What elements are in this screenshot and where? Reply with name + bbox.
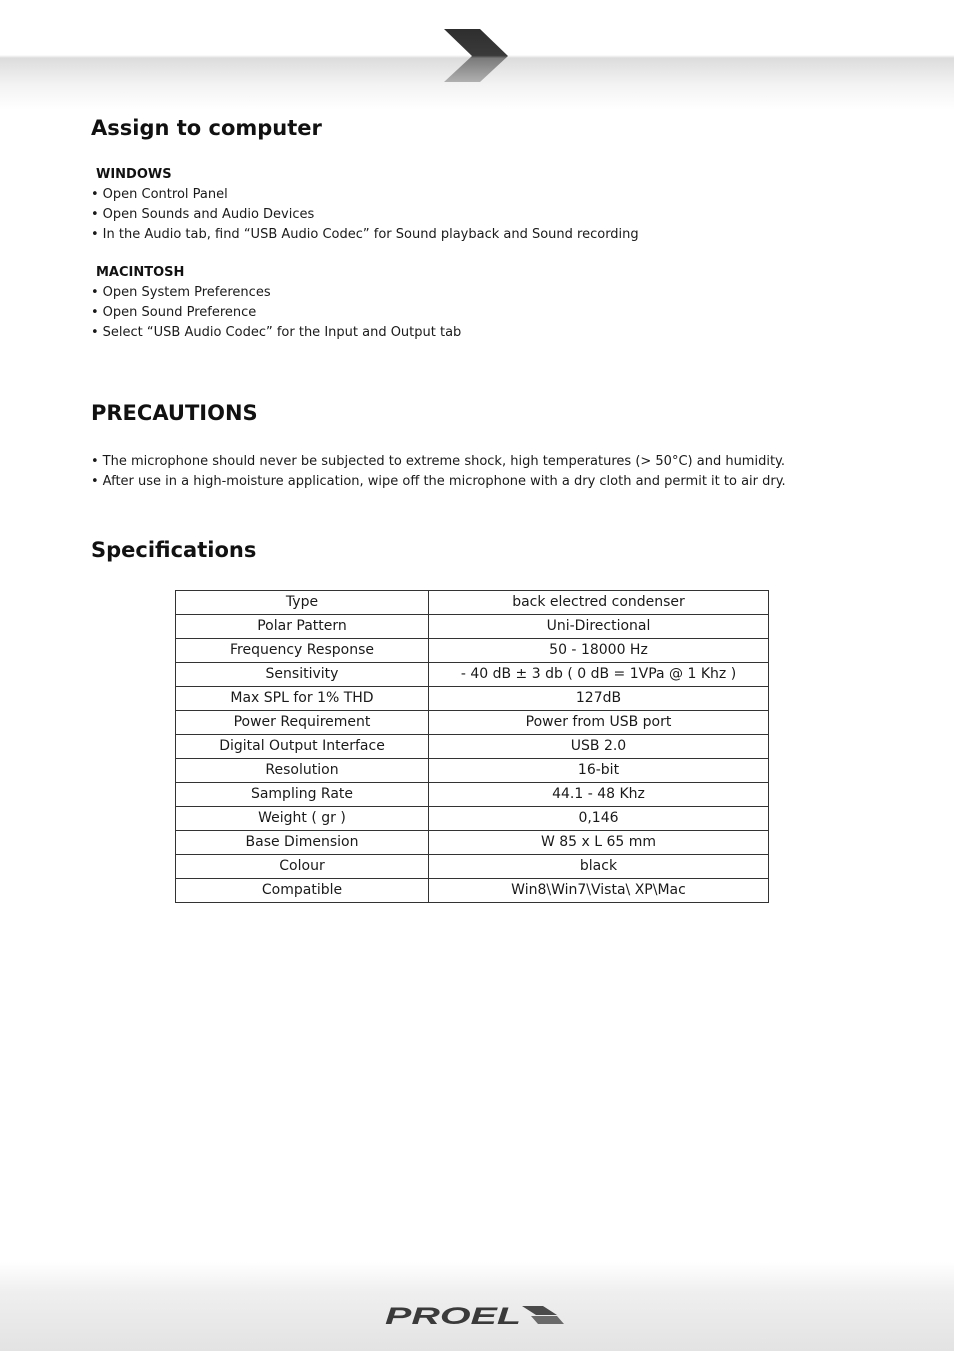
list-item: • After use in a high-moisture application, wipe off the microphone with a dry cloth and permit it to air dry. — [91, 472, 786, 492]
table-row — [176, 807, 769, 831]
list-item: • Open Control Panel — [91, 185, 639, 205]
spec-label: Polar Pattern — [176, 615, 429, 639]
list-item: • Open System Preferences — [91, 283, 461, 303]
precautions-title: PRECAUTIONS — [91, 401, 258, 425]
spec-value: 127dB — [429, 687, 769, 711]
spec-value: USB 2.0 — [429, 735, 769, 759]
precautions-list — [91, 452, 786, 492]
spec-label: Sampling Rate — [176, 783, 429, 807]
table-row — [176, 879, 769, 903]
spec-label: Max SPL for 1% THD — [176, 687, 429, 711]
spec-value: Win8\Win7\Vista\ XP\Mac — [429, 879, 769, 903]
spec-label: Colour — [176, 855, 429, 879]
spec-value: - 40 dB ± 3 db ( 0 dB = 1VPa @ 1 Khz ) — [429, 663, 769, 687]
table-row — [176, 735, 769, 759]
table-row — [176, 783, 769, 807]
logo-wordmark: PROEL — [385, 1303, 521, 1329]
windows-heading: WINDOWS — [96, 167, 172, 182]
table-row — [176, 615, 769, 639]
macintosh-heading: MACINTOSH — [96, 265, 185, 280]
spec-value: W 85 x L 65 mm — [429, 831, 769, 855]
list-item: • Open Sounds and Audio Devices — [91, 205, 639, 225]
header-chevron-icon — [444, 29, 510, 83]
assign-title: Assign to computer — [91, 116, 322, 140]
list-item: • Open Sound Preference — [91, 303, 461, 323]
spec-value: Power from USB port — [429, 711, 769, 735]
windows-steps — [91, 185, 639, 245]
table-row — [176, 687, 769, 711]
table-row — [176, 855, 769, 879]
spec-label: Power Requirement — [176, 711, 429, 735]
list-item: • In the Audio tab, find “USB Audio Codec” for Sound playback and Sound recording — [91, 225, 639, 245]
table-row — [176, 591, 769, 615]
spec-label: Base Dimension — [176, 831, 429, 855]
spec-label: Resolution — [176, 759, 429, 783]
list-item: • Select “USB Audio Codec” for the Input and Output tab — [91, 323, 461, 343]
table-row — [176, 831, 769, 855]
proel-logo — [383, 1303, 567, 1329]
list-item: • The microphone should never be subjected to extreme shock, high temperatures (> 50°C) and humidity. — [91, 452, 786, 472]
stripe-arrow-icon — [522, 1306, 564, 1324]
spec-value: back electred condenser — [429, 591, 769, 615]
specifications-title: Specifications — [91, 538, 257, 562]
spec-label: Type — [176, 591, 429, 615]
table-row — [176, 663, 769, 687]
spec-value: 0,146 — [429, 807, 769, 831]
spec-value: 16-bit — [429, 759, 769, 783]
spec-value: 50 - 18000 Hz — [429, 639, 769, 663]
spec-value: 44.1 - 48 Khz — [429, 783, 769, 807]
spec-label: Frequency Response — [176, 639, 429, 663]
macintosh-steps — [91, 283, 461, 343]
spec-label: Sensitivity — [176, 663, 429, 687]
table-row — [176, 639, 769, 663]
spec-label: Weight ( gr ) — [176, 807, 429, 831]
table-row — [176, 759, 769, 783]
spec-label: Digital Output Interface — [176, 735, 429, 759]
spec-value: Uni-Directional — [429, 615, 769, 639]
spec-value: black — [429, 855, 769, 879]
table-row — [176, 711, 769, 735]
spec-label: Compatible — [176, 879, 429, 903]
specifications-table — [175, 590, 769, 903]
